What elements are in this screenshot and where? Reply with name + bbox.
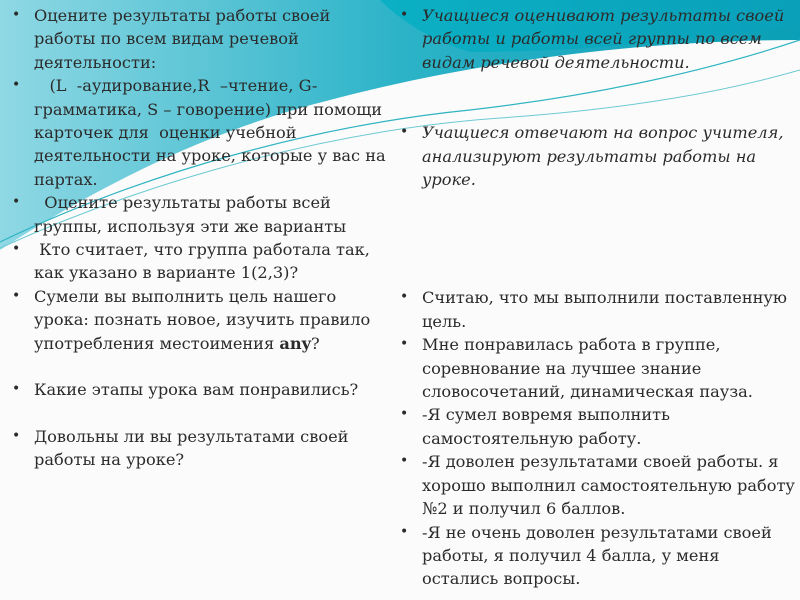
bullet-icon: • [400, 453, 409, 470]
bullet-icon: • [12, 194, 21, 211]
list-item: • Учащиеся оценивают результаты своей работы и работы всей группы по всем видам речевой деятельности. [400, 6, 785, 72]
bullet-icon: • [400, 124, 409, 141]
list-item: • Довольны ли вы результатами своей работы на уроке? [12, 426, 349, 469]
list-item: • (L -аудирование,R –чтение, G-грамматика, S – говорение) при помощи карточек для оценки учебной деятельности на уроке, которые у вас на партах. [12, 76, 391, 189]
list-item: • Учащиеся отвечают на вопрос учителя, анализируют результаты работы на уроке. [400, 123, 784, 190]
list-item: • Оцените результаты работы своей работы по всем видам речевой деятельности: [12, 6, 331, 72]
bullet-icon: • [12, 287, 21, 304]
bullet-icon: • [400, 289, 409, 306]
bullet-icon: • [12, 427, 21, 444]
list-item: • Кто считает, что группа работала так, как указано в варианте 1(2,3)? [12, 240, 376, 283]
list-item: • -Я не очень доволен результатами своей работы, я получил 4 балла, у меня остались вопросы. [400, 522, 772, 589]
bullet-icon: • [400, 7, 409, 23]
bullet-icon: • [400, 336, 409, 353]
left-column [10, 0, 395, 471]
bullet-icon: • [12, 7, 21, 23]
right-column [398, 0, 798, 591]
bullet-icon: • [12, 241, 21, 258]
bullet-icon: • [12, 381, 21, 398]
list-item: • Сумели вы выполнить цель нашего урока: познать новое, изучить правило употребления местоимения any? [12, 286, 371, 353]
bullet-icon: • [12, 77, 21, 94]
list-item: • Считаю, что мы выполнили поставленную цель. [400, 288, 788, 331]
list-item: • Какие этапы урока вам понравились? [10, 378, 395, 401]
teacher-questions-list [10, 0, 395, 471]
bullet-icon: • [400, 523, 409, 540]
list-item: • -Я доволен результатами своей работы. я хорошо выполнил самостоятельную работу №2 и получил 6 баллов. [400, 452, 795, 519]
list-item: • Оцените результаты работы всей группы, используя эти же варианты [12, 193, 347, 236]
list-item: • -Я сумел вовремя выполнить самостоятельную работу. [400, 405, 670, 448]
student-activities-list [398, 0, 798, 191]
pronoun-any: any [279, 333, 312, 353]
bullet-icon: • [400, 406, 409, 423]
list-item: • Мне понравилась работа в группе, соревнование на лучшее знание словосочетаний, динамическая пауза. [400, 335, 753, 402]
student-answers-list [398, 286, 798, 590]
